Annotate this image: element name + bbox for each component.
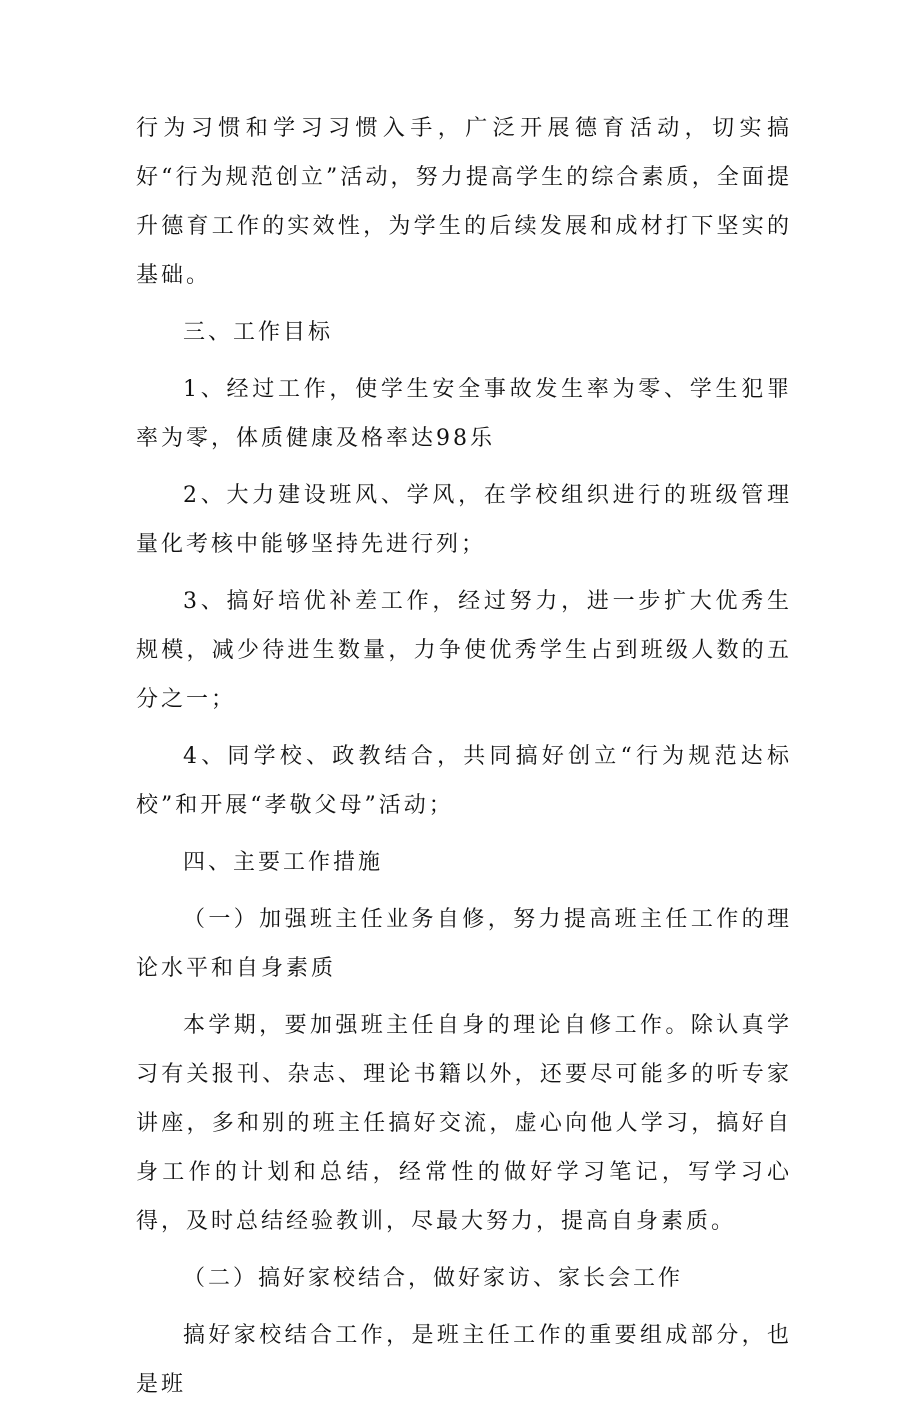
paragraph-goal-1: 1、经过工作，使学生安全事故发生率为零、学生犯罪率为零，体质健康及格率达98乐 <box>136 377 792 451</box>
section-heading-measures: 四、主要工作措施 <box>183 850 384 875</box>
paragraph-measure-1-body: 本学期，要加强班主任自身的理论自修工作。除认真学习有关报刊、杂志、理论书籍以外，还要尽可能多的听专家讲座，多和别的班主任搞好交流，虚心向他人学习，搞好自身工作的计划和总结，经常性的做好学习笔记，写学习心得，及时总结经验教训，尽最大努力，提高自身素质。 <box>136 1013 792 1234</box>
document-body <box>136 104 792 1417</box>
section-heading-goals: 三、工作目标 <box>183 320 334 345</box>
paragraph-intro-continuation: 行为习惯和学习习惯入手，广泛开展德育活动，切实搞好“行为规范创立”活动，努力提高学生的综合素质，全面提升德育工作的实效性，为学生的后续发展和成材打下坚实的基础。 <box>136 116 792 288</box>
paragraph-goal-3: 3、搞好培优补差工作，经过努力，进一步扩大优秀生规模，减少待进生数量，力争使优秀学生占到班级人数的五分之一； <box>136 589 792 712</box>
paragraph-measure-2-body: 搞好家校结合工作，是班主任工作的重要组成部分，也是班 <box>136 1323 792 1397</box>
paragraph-goal-4: 4、同学校、政教结合，共同搞好创立“行为规范达标校”和开展“孝敬父母”活动； <box>136 744 792 818</box>
paragraph-goal-2: 2、大力建设班风、学风，在学校组织进行的班级管理量化考核中能够坚持先进行列； <box>136 483 792 557</box>
subsection-heading-measure-1: （一）加强班主任业务自修，努力提高班主任工作的理论水平和自身素质 <box>136 907 792 981</box>
subsection-heading-measure-2: （二）搞好家校结合，做好家访、家长会工作 <box>183 1266 684 1291</box>
